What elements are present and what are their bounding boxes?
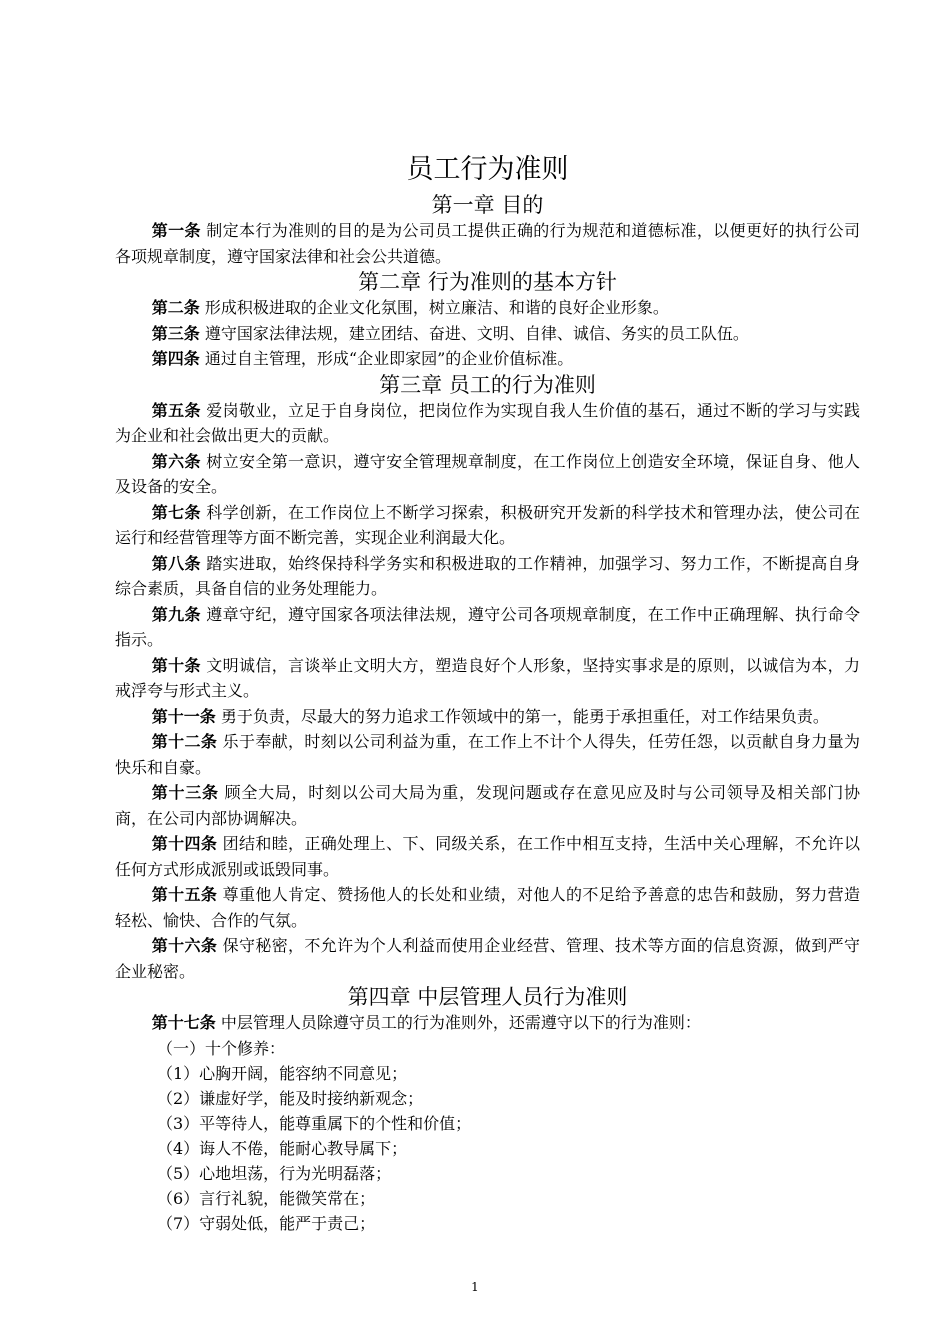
- page-number: 1: [471, 1280, 479, 1294]
- article: [115, 882, 860, 933]
- article-text: 尊重他人肯定、赞扬他人的长处和业绩，对他人的不足给予善意的忠告和鼓励，努力营造轻松、愉快、合作的气氛。: [115, 885, 860, 930]
- article-text: 保守秘密，不允许为个人利益而使用企业经营、管理、技术等方面的信息资源，做到严守企业秘密。: [115, 936, 860, 981]
- article-text: 树立安全第一意识，遵守安全管理规章制度，在工作岗位上创造安全环境，保证自身、他人及设备的安全。: [115, 451, 860, 496]
- article-text: 爱岗敬业，立足于自身岗位，把岗位作为实现自我人生价值的基石，通过不断的学习与实践为企业和社会做出更大的贡献。: [115, 400, 860, 445]
- article-text: 乐于奉献，时刻以公司利益为重，在工作上不计个人得失，任劳任怨，以贡献自身力量为快乐和自豪。: [115, 732, 860, 777]
- article-text: 通过自主管理，形成“企业即家园”的企业价值标准。: [204, 349, 574, 368]
- article: [115, 831, 860, 882]
- article-number: 第十一条: [151, 706, 216, 726]
- article-number: 第十三条: [151, 783, 219, 802]
- list-item: （1）心胸开阔，能容纳不同意见；: [157, 1063, 408, 1083]
- list-item: （3）平等待人，能尊重属下的个性和价值；: [157, 1113, 472, 1133]
- article-number: 第四条: [151, 349, 200, 368]
- article-number: 第十条: [151, 655, 201, 675]
- article: [115, 780, 860, 831]
- chapter-heading: 第二章 行为准则的基本方针: [358, 270, 617, 294]
- article-number: 第十二条: [151, 732, 218, 751]
- document-page: [115, 150, 860, 1236]
- article-number: 第十五条: [151, 885, 218, 904]
- document-title: 员工行为准则: [406, 154, 569, 185]
- article-number: 第六条: [151, 451, 201, 471]
- list-item: （4）诲人不倦，能耐心教导属下；: [157, 1138, 408, 1158]
- list-item: （6）言行礼貌，能微笑常在；: [157, 1188, 376, 1208]
- article-text: 团结和睦，正确处理上、下、同级关系，在工作中相互支持，生活中关心理解，不允许以任何方式形成派别或诋毁同事。: [115, 834, 860, 879]
- article-number: 第一条: [151, 221, 201, 240]
- article: [115, 933, 860, 984]
- article: [115, 602, 860, 653]
- article-text: 科学创新，在工作岗位上不断学习探索，积极研究开发新的科学技术和管理办法，使公司在运行和经营管理等方面不断完善，实现企业利润最大化。: [115, 502, 860, 547]
- chapter-heading: 第四章 中层管理人员行为准则: [347, 985, 628, 1009]
- article-text: 形成积极进取的企业文化氛围，树立廉洁、和谐的良好企业形象。: [204, 298, 669, 317]
- list-item: （一）十个修养：: [157, 1038, 286, 1058]
- article-text: 勇于负责，尽最大的努力追求工作领域中的第一，能勇于承担重任，对工作结果负责。: [220, 706, 829, 726]
- article-text: 遵守国家法律法规，建立团结、奋进、文明、自律、诚信、务实的员工队伍。: [204, 323, 749, 343]
- article: [115, 449, 860, 500]
- article: [115, 295, 860, 321]
- article: [115, 398, 860, 449]
- article-number: 第十七条: [151, 1013, 216, 1032]
- list-item: （7）守弱处低，能严于责己；: [157, 1213, 376, 1233]
- article-number: 第五条: [151, 400, 201, 420]
- article: [115, 653, 860, 704]
- list-item: （2）谦虚好学，能及时接纳新观念；: [157, 1088, 424, 1108]
- article: [115, 346, 860, 372]
- article-number: 第二条: [151, 298, 200, 317]
- article-text: 制定本行为准则的目的是为公司员工提供正确的行为规范和道德标准，以便更好的执行公司各项规章制度，遵守国家法律和社会公共道德。: [115, 221, 860, 266]
- article-number: 第十六条: [151, 936, 218, 955]
- chapter-heading: 第一章 目的: [431, 193, 544, 217]
- article: [115, 500, 860, 551]
- article-number: 第八条: [151, 553, 201, 573]
- article: [115, 321, 860, 347]
- article-text: 中层管理人员除遵守员工的行为准则外，还需遵守以下的行为准则：: [220, 1013, 701, 1032]
- article-text: 文明诚信，言谈举止文明大方，塑造良好个人形象，坚持实事求是的原则，以诚信为本，力戒浮夸与形式主义。: [115, 655, 860, 700]
- article: [115, 551, 860, 602]
- article-number: 第三条: [151, 323, 200, 343]
- article-text: 踏实进取，始终保持科学务实和积极进取的工作精神，加强学习、努力工作，不断提高自身综合素质，具备自信的业务处理能力。: [115, 553, 860, 598]
- chapter-heading: 第三章 员工的行为准则: [379, 372, 596, 397]
- article-number: 第九条: [151, 604, 201, 624]
- article-text: 遵章守纪，遵守国家各项法律法规，遵守公司各项规章制度，在工作中正确理解、执行命令指示。: [115, 604, 860, 649]
- article-text: 顾全大局，时刻以公司大局为重，发现问题或存在意见应及时与公司领导及相关部门协商，在公司内部协调解决。: [115, 783, 860, 828]
- list-item: （5）心地坦荡，行为光明磊落；: [157, 1163, 392, 1183]
- article: [115, 704, 860, 730]
- article: [115, 1010, 860, 1036]
- article-number: 第十四条: [151, 834, 218, 853]
- article-number: 第七条: [151, 502, 201, 522]
- article: [115, 729, 860, 780]
- article: [115, 218, 860, 269]
